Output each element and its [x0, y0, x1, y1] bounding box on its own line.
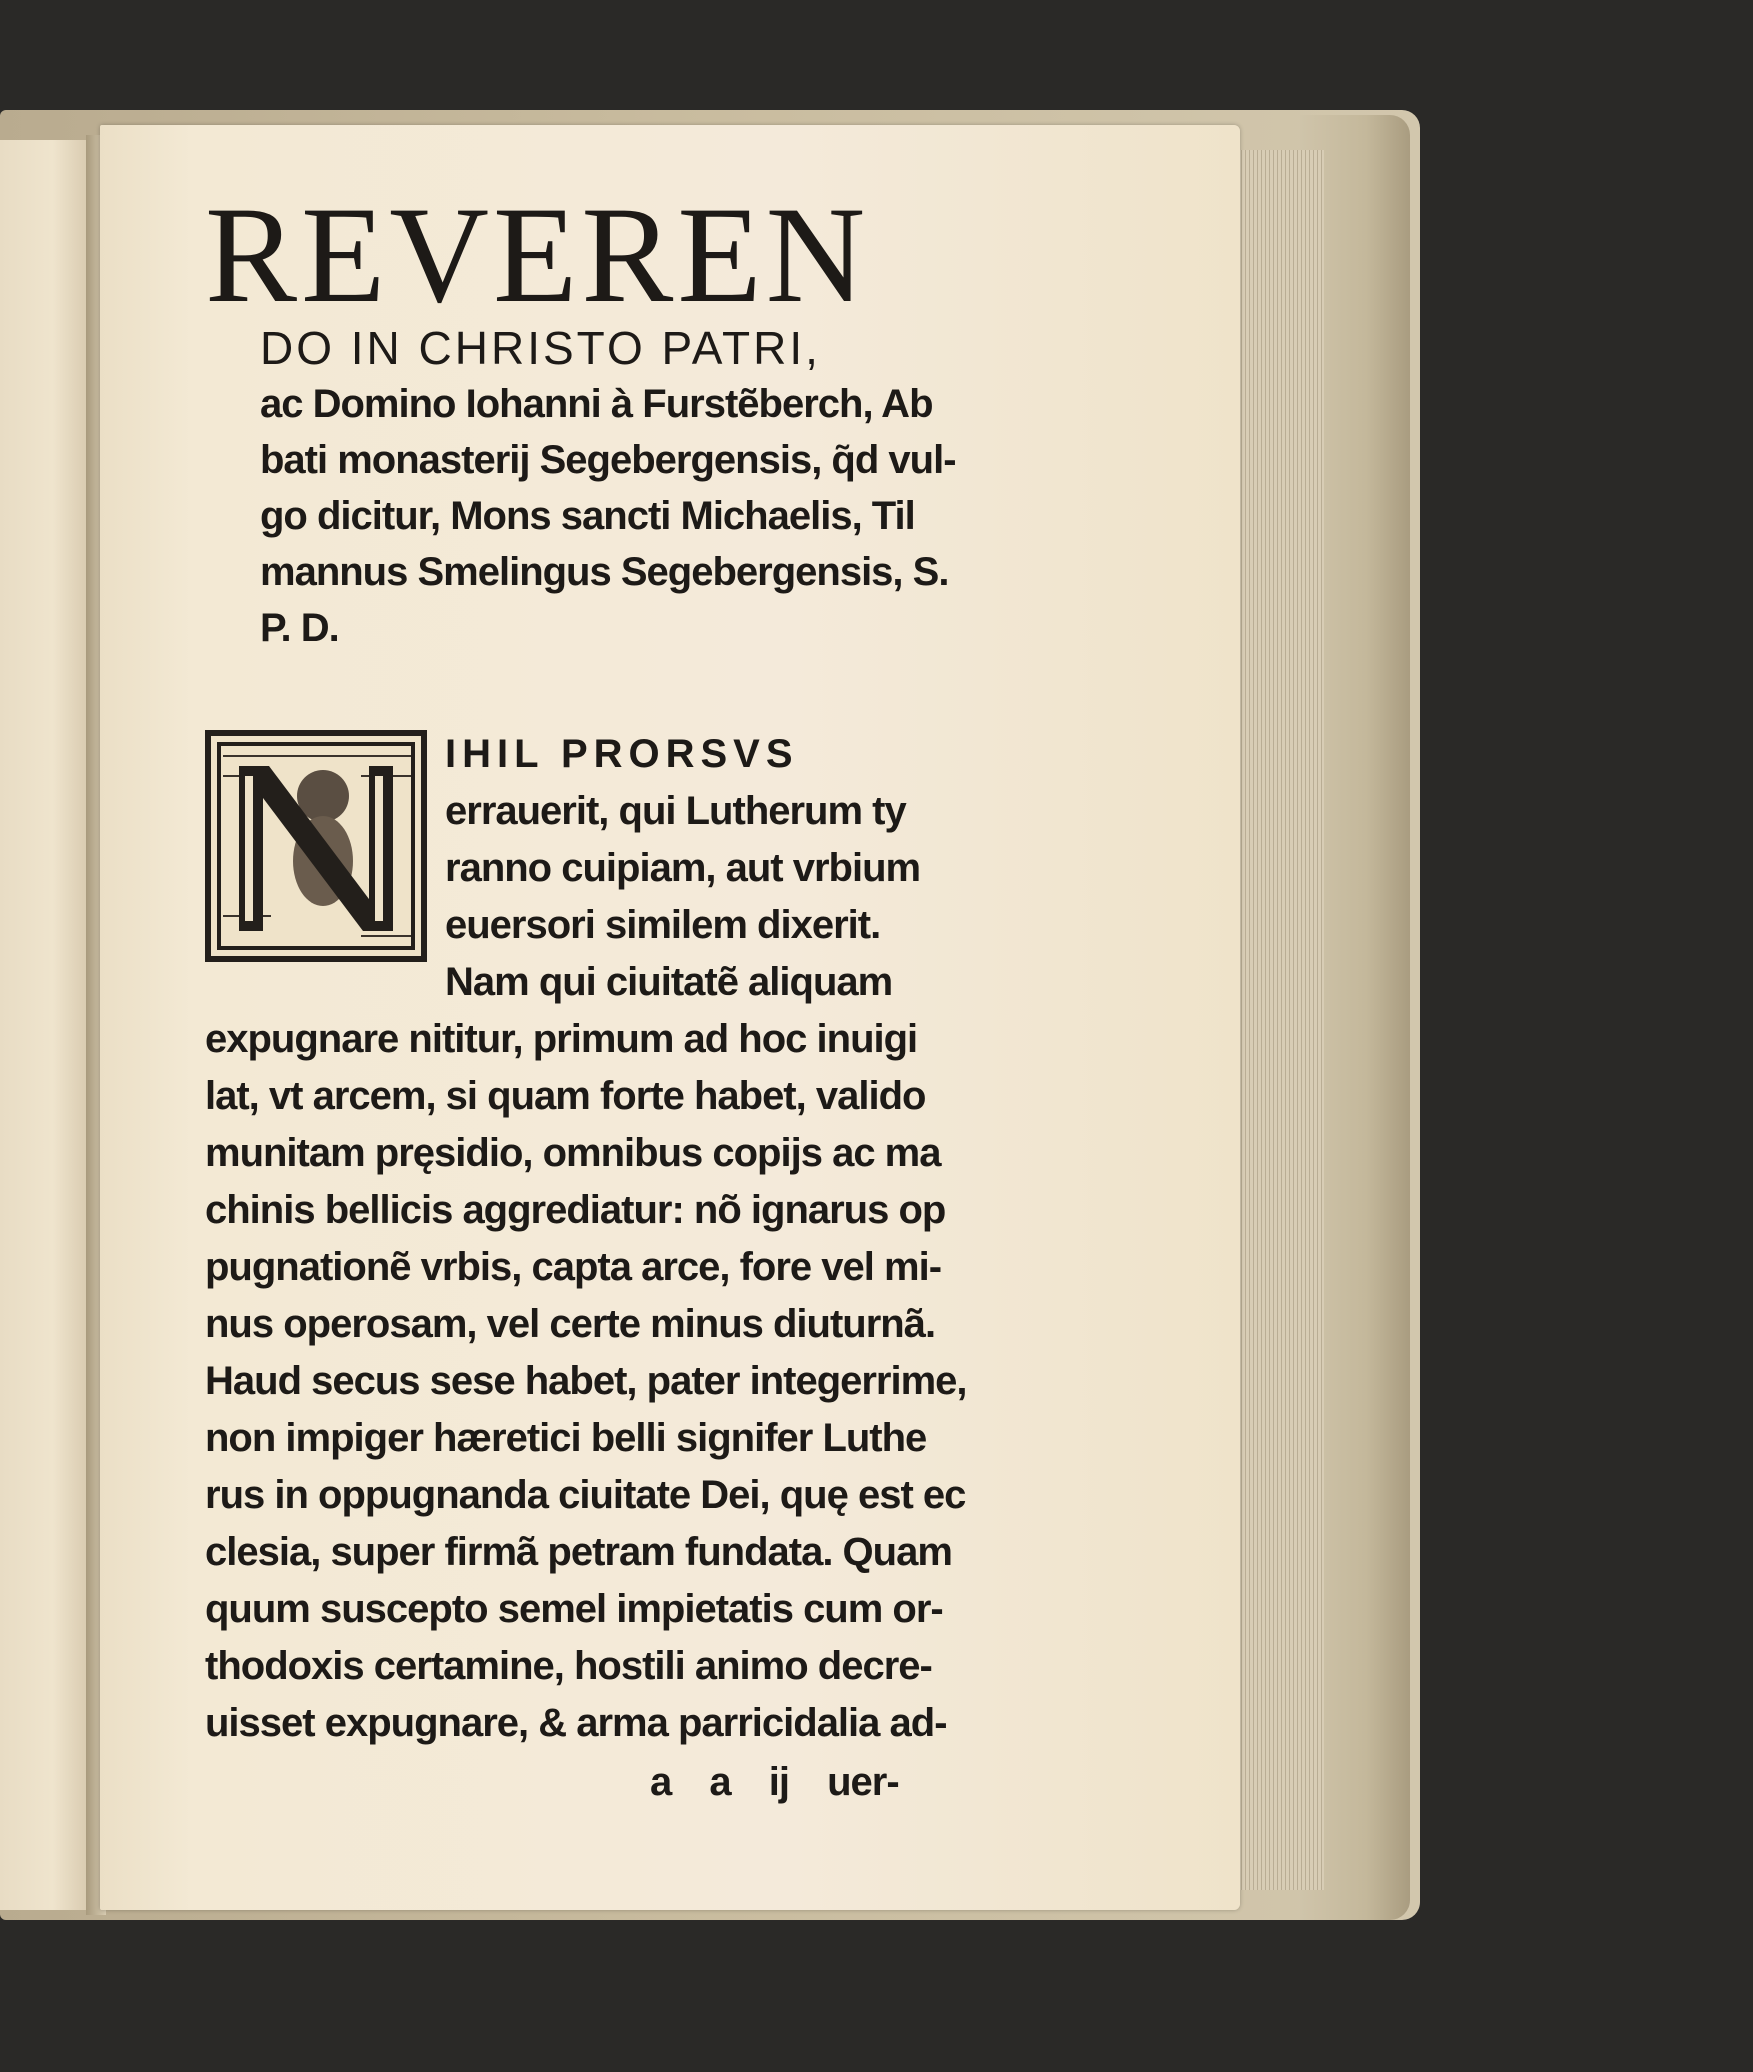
- body-line: thodoxis certamine, hostili animo decre-: [205, 1644, 932, 1688]
- body-line: quum suscepto semel impietatis cum or-: [205, 1587, 943, 1631]
- dedication-line: go dicitur, Mons sancti Michaelis, Til: [260, 494, 915, 538]
- body-line: chinis bellicis aggrediatur: nõ ignarus op: [205, 1188, 946, 1232]
- body-line: lat, vt arcem, si quam forte habet, valido: [205, 1074, 926, 1118]
- dedication-line: mannus Smelingus Segebergensis, S.: [260, 550, 949, 594]
- body-line: expugnare nititur, primum ad hoc inuigi: [205, 1017, 918, 1061]
- body-line: munitam pręsidio, omnibus copijs ac ma: [205, 1131, 941, 1175]
- body-line: non impiger hæretici belli signifer Luthe: [205, 1416, 927, 1460]
- body-line: errauerit, qui Lutherum ty: [445, 789, 906, 833]
- body-line: nus operosam, vel certe minus diuturnã.: [205, 1302, 936, 1346]
- catchword: uer-: [827, 1760, 899, 1804]
- body-line: IHIL PRORSVS: [445, 732, 799, 776]
- dedication-line: ac Domino Iohanni à Furstẽberch, Ab: [260, 382, 933, 426]
- page-edges: [1228, 150, 1324, 1890]
- body-line: uisset expugnare, & arma parricidalia ad-: [205, 1701, 947, 1745]
- body-line: pugnationẽ vrbis, capta arce, fore vel mi-: [205, 1245, 942, 1289]
- body-line: Nam qui ciuitatẽ aliquam: [445, 960, 893, 1004]
- body-line: Haud secus sese habet, pater integerrime,: [205, 1359, 967, 1403]
- decorated-initial-n-icon: [205, 730, 427, 962]
- body-line: ranno cuipiam, aut vrbium: [445, 846, 921, 890]
- page-text: [205, 178, 985, 1811]
- dedication-line: P. D.: [260, 606, 339, 650]
- page-subtitle: DO IN CHRISTO PATRI,: [260, 322, 821, 374]
- body-line: rus in oppugnanda ciuitate Dei, quę est ec: [205, 1473, 966, 1517]
- body-line: clesia, super firmã petram fundata. Quam: [205, 1530, 952, 1574]
- signature-mark: a a ij: [650, 1760, 789, 1804]
- left-page: [0, 140, 91, 1910]
- body-text: [205, 726, 985, 1811]
- page-title: REVEREN: [205, 178, 870, 331]
- signature-line: [205, 1754, 985, 1811]
- dedication-line: bati monasterij Segebergensis, q̃d vul-: [260, 438, 956, 482]
- body-line: euersori similem dixerit.: [445, 903, 881, 947]
- dedication: [260, 376, 985, 656]
